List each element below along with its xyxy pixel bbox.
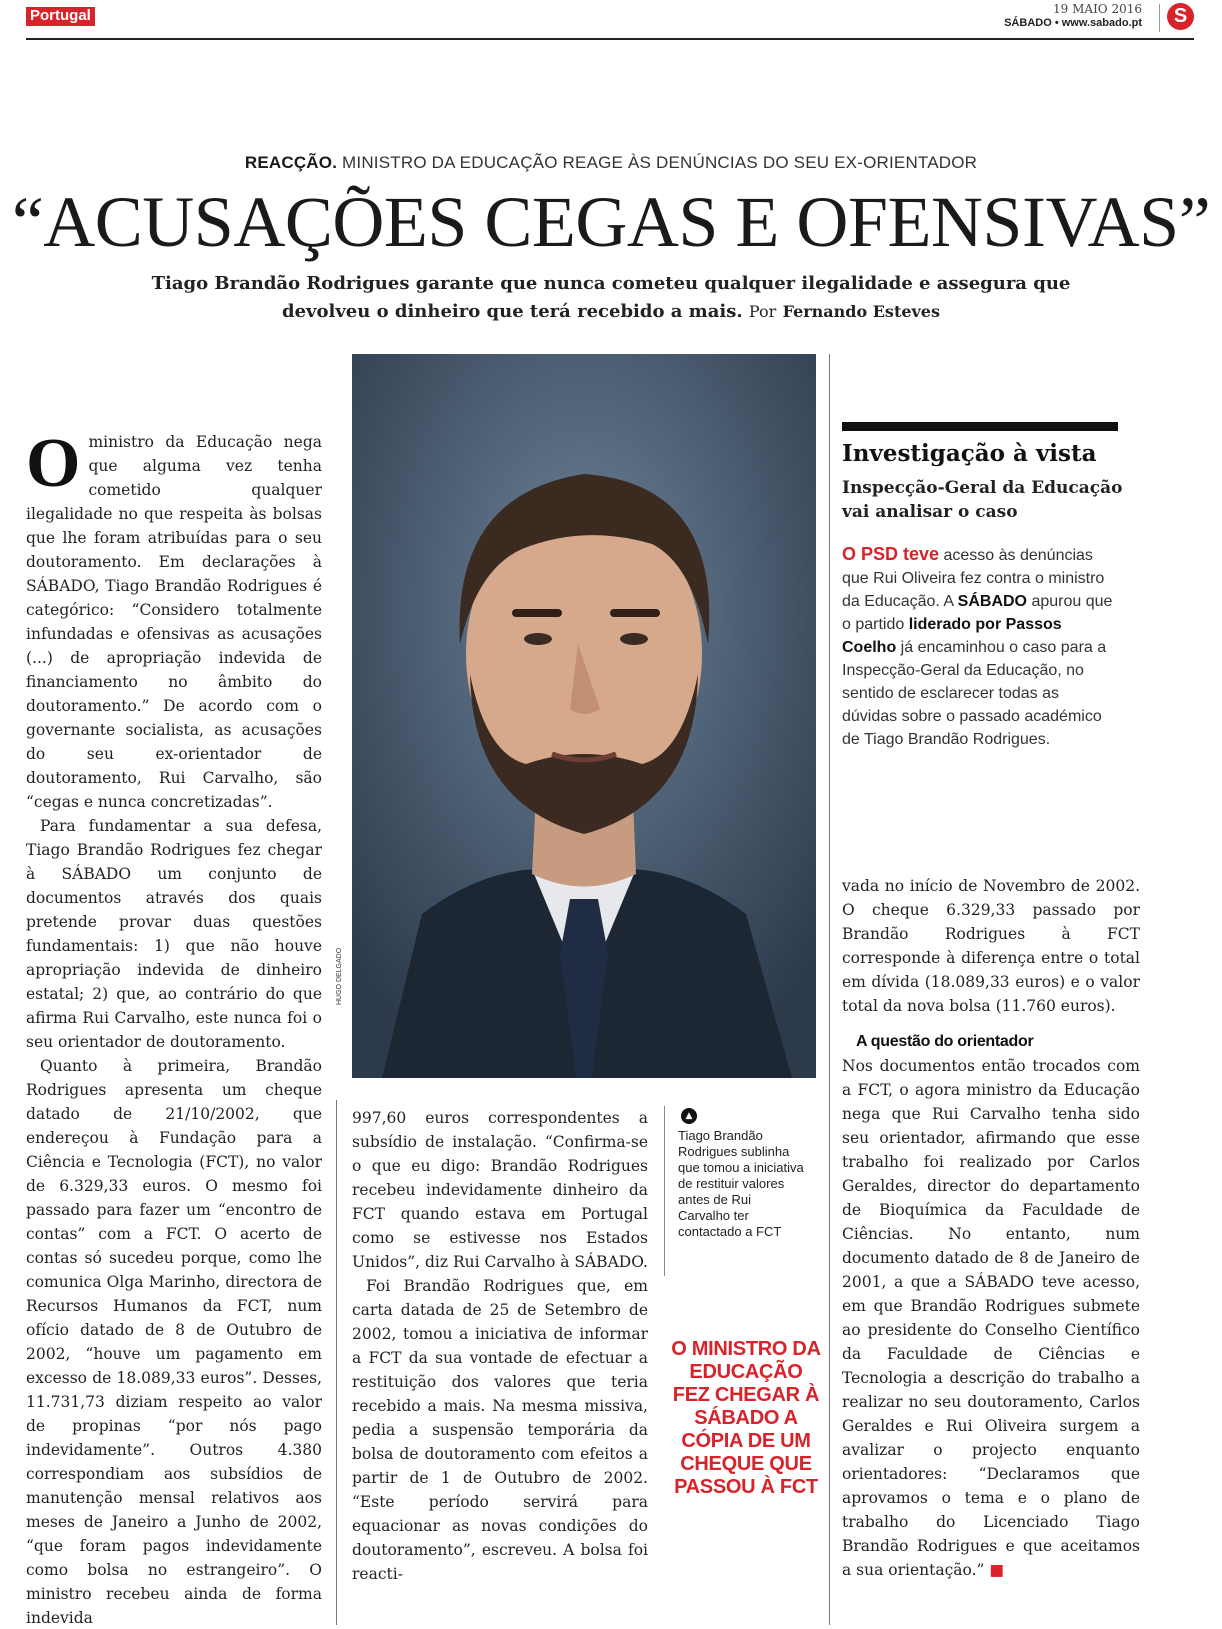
standfirst — [150, 270, 1072, 326]
section-tag: Portugal — [26, 7, 95, 26]
article-subhead: A questão do orientador — [856, 1033, 1034, 1050]
article-paragraph: Nos documentos então trocados com a FCT, o agora ministro da Educação nega que Rui Carvalho tenha sido seu orientador, afirmando que esse trabalho foi realizado por Carlos Geraldes, director do departamento de Bioquímica da Faculdade de Ciências. No entanto, num documento datado de 8 de Janeiro de 2001, a que a SÁBADO teve acesso, em que Brandão Rodrigues submete ao presidente do Conselho Científico da Faculdade de Ciências e Tecnologia a descrição do trabalho a realizar no seu doutoramento, Carlos Geraldes e Rui Oliveira surgem a avalizar o projecto enquanto orientadores: “Declaramos que aprovamos o tema e o plano de trabalho do Licenciado Tiago Brandão Rodrigues e que aceitamos a sua orientação.” ■ — [842, 1057, 1140, 1579]
publication-name: SÁBADO — [1004, 17, 1052, 29]
page-header-info — [1004, 2, 1142, 30]
sidebar-body: O PSD teve acesso às denúncias que Rui Oliveira fez contra o ministro da Educação. A SÁBADO apurou que o partido liderado por Passos Coelho já encaminhou o caso para a Inspecção-Geral da Educação, no sentido de esclarecer todas as dúvidas sobre o passado académico de Tiago Brandão Rodrigues. — [842, 544, 1113, 748]
sabado-logo-icon: S — [1167, 3, 1194, 30]
photo-caption: Tiago Brandão Rodrigues sublinha que tomou a iniciativa de restituir valores antes de Rui Carvalho ter contactado a FCT — [678, 1128, 804, 1239]
publication-website[interactable]: www.sabado.pt — [1061, 17, 1142, 29]
caption-arrow-icon: ▲ — [681, 1108, 697, 1124]
drop-cap: O — [26, 430, 81, 502]
article-column-3 — [842, 874, 1140, 1626]
sidebar-subtitle: Inspecção-Geral da Educação vai analisar o caso — [842, 478, 1123, 522]
article-column-1 — [26, 430, 322, 1625]
headline: “ACUSAÇÕES CEGAS E OFENSIVAS” — [11, 182, 1211, 262]
column-rule — [336, 1100, 337, 1625]
kicker-text: MINISTRO DA EDUCAÇÃO REAGE ÀS DENÚNCIAS DO SEU EX-ORIENTADOR — [337, 153, 978, 172]
article-paragraph: Para fundamentar a sua defesa, Tiago Brandão Rodrigues fez chegar à SÁBADO um conjunto de documentos através dos quais pretende provar duas questões fundamentais: 1) que não houve apropriação indevida de dinheiro estatal; 2) que, ao contrário do que afirma Rui Carvalho, este nunca foi o seu orientador de doutoramento. — [26, 817, 322, 1051]
photo-credit: HUGO DELGADO — [336, 947, 343, 1005]
header-divider — [1159, 4, 1160, 32]
minister-photo — [352, 354, 816, 1078]
kicker — [0, 153, 1222, 173]
publication-line — [1004, 16, 1142, 30]
sidebar-title: Investigação à vista — [842, 440, 1097, 467]
article-paragraph: Foi Brandão Rodrigues que, em carta datada de 25 de Setembro de 2002, tomou a iniciativa de informar a FCT da sua vontade de efectuar a restituição dos valores que teria recebido a mais. Na mesma missiva, pedia a suspensão temporária da bolsa de doutoramento com efeitos a partir de 1 de Outubro de 2002. “Este período servirá para equacionar as novas condições do doutoramento”, escreveu. A bolsa foi reacti- — [352, 1277, 648, 1583]
pull-quote: O MINISTRO DA EDUCAÇÃO FEZ CHEGAR À SÁBADO A CÓPIA DE UM CHEQUE QUE PASSOU À FCT — [671, 1338, 821, 1498]
end-mark-icon: ■ — [989, 1561, 1005, 1579]
header-rule — [26, 38, 1194, 40]
standfirst-text: Tiago Brandão Rodrigues garante que nunca cometeu qualquer ilegalidade e assegura que devolveu o dinheiro que terá recebido a mais. — [151, 273, 1071, 322]
column-rule — [829, 354, 830, 1625]
kicker-label: REACÇÃO. — [244, 153, 338, 172]
sidebar-lead: O PSD teve — [842, 544, 940, 564]
byline-author: Fernando Esteves — [782, 302, 940, 321]
sidebar-top-rule — [842, 422, 1118, 431]
caption-divider — [664, 1106, 665, 1276]
publication-separator: • — [1051, 17, 1062, 29]
article-paragraph: Quanto à primeira, Brandão Rodrigues apresenta um cheque datado de 21/10/2002, que endereçou à Fundação para a Ciência e Tecnologia (FCT), no valor de 6.329,33 euros. O mesmo foi passado para fazer um “encontro de contas” com a FCT. O acerto de contas só sucedeu porque, como lhe comunica Olga Marinho, directora de Recursos Humanos da FCT, num ofício datado de 8 de Outubro de 2002, “houve um pagamento em excesso de 18.089,33 euros”. Desses, 11.731,73 diziam respeito ao valor de propinas “por nós pago indevidamente”. Outros 4.380 correspondiam aos subsídios de manutenção mensal relativos aos meses de Janeiro a Junho de 2002, “que foram pagos indevidamente como bolsa no estrangeiro”. O ministro recebeu ainda de forma indevida — [26, 1057, 322, 1625]
issue-date: 19 MAIO 2016 — [1053, 2, 1142, 16]
article-paragraph: Oministro da Educação nega que alguma vez tenha cometido qualquer ilegalidade no que respeita às bolsas que lhe foram atribuídas para o seu doutoramento. Em declarações à SÁBADO, Tiago Brandão Rodrigues é categórico: “Considero totalmente infundadas e ofensivas as acusações (...) de apropriação indevida de financiamento no âmbito do doutoramento.” De acordo com o governante socialista, as acusações do seu ex-orientador de doutoramento, Rui Carvalho, são “cegas e nunca concretizadas”. — [26, 430, 322, 811]
article-column-2 — [352, 1106, 648, 1626]
byline-prefix: Por — [748, 302, 777, 321]
article-paragraph: vada no início de Novembro de 2002. O cheque 6.329,33 passado por Brandão Rodrigues à FCT corresponde à diferença entre o total em dívida (18.089,33 euros) e o valor total da nova bolsa (11.760 euros). — [842, 877, 1140, 1015]
article-paragraph: 997,60 euros correspondentes a subsídio de instalação. “Confirma-se o que eu digo: Brandão Rodrigues recebeu indevidamente dinheiro da FCT quando estava em Portugal como se estivesse nos Estados Unidos”, diz Rui Carvalho à SÁBADO. — [352, 1109, 648, 1271]
portrait-illustration — [352, 354, 816, 1078]
